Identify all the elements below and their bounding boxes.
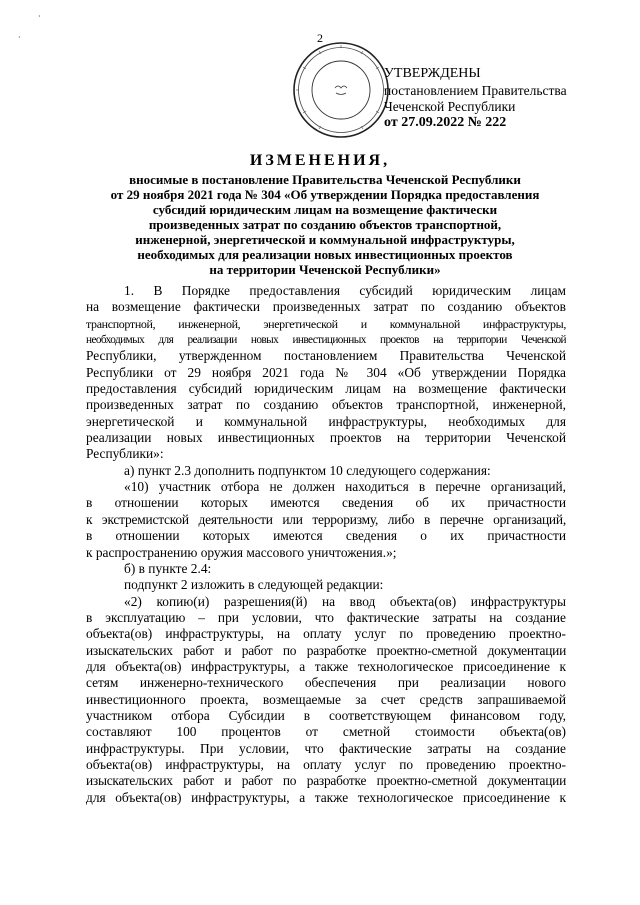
subtitle-line: субсидий юридическим лицам на возмещение фактически [152,202,498,217]
subtitle-line: необходимых для реализации новых инвестиционных проектов [137,247,513,262]
body-line: объекта(ов) инфраструктуры, на оплату услуг по проведению проектно- [86,756,566,772]
approval-line: постановлением Правительства [384,83,567,98]
body-line: Республики»: [86,446,164,462]
document-subtitle [85,172,565,277]
subtitle-line: произведенных затрат по созданию объектов транспортной, [148,217,502,232]
body-line: Республики от 29 ноября 2021 года № 304 «Об утверждении Порядка [86,364,566,380]
body-line: подпункт 2 изложить в следующей редакции: [124,577,384,593]
body-line: инфраструктуры. При условии, что фактические затраты на создание [86,740,566,756]
approval-title: УТВЕРЖДЕНЫ [384,66,481,81]
body-line: для объекта(ов) инфраструктуры, а также технологическое присоединение к [86,658,566,674]
body-line: в отношении которых имеются сведения об их причастности [86,495,566,511]
subtitle-line: на территории Чеченской Республики» [209,262,441,277]
body-line: инвестиционного проекта, возмещаемые за счет средств запрашиваемой [86,691,566,707]
body-line: в эксплуатацию – при условии, что фактические затраты на создание [86,609,566,625]
body-line: объекта(ов) инфраструктуры, на оплату услуг по проведению проектно- [86,626,566,642]
body-line: предоставления субсидий юридическим лицам на возмещение фактически [86,381,566,397]
body-line: к распространению оружия массового уничтожения.»; [86,544,397,560]
body-line: энергетической и коммунальной инфраструктуры, необходимых для [86,413,566,429]
body-line: необходимых для реализации новых инвестиционных проектов на территории Чеченской [86,334,566,347]
body-line: Республики, утвержденном постановлением Правительства Чеченской [86,348,566,364]
body-line: изыскательских работ и работ по разработке проектно-сметной документации [86,773,566,789]
body-line: транспортной, инженерной, энергетической и коммунальной инфраструктуры, [86,316,566,331]
approval-line: Чеченской Республики [384,99,516,114]
subtitle-line: вносимые в постановление Правительства Чеченской Республики [129,172,521,187]
body-line: составляют 100 процентов от сметной стоимости объекта(ов) [86,724,566,740]
official-seal-stamp [291,40,391,140]
approval-stamp-block [384,66,567,131]
body-line: к экстремистской деятельности или терроризму, либо в перечне организаций, [86,511,566,527]
page-number: 2 [317,31,323,45]
body-line: «10) участник отбора не должен находиться в перечне организаций, [124,479,566,495]
body-line: участником отбора Субсидии в соответствующем финансовом году, [86,707,566,723]
body-line: а) пункт 2.3 дополнить подпунктом 10 следующего содержания: [124,462,491,478]
document-body [86,283,566,806]
approval-date-number: от 27.09.2022 № 222 [384,115,507,130]
body-line: изыскательских работ и работ по разработке проектно-сметной документации [86,642,566,658]
body-line: 1. В Порядке предоставления субсидий юридическим лицам [124,283,566,298]
body-line: для объекта(ов) инфраструктуры, а также технологическое присоединение к [86,789,566,805]
document-heading: ИЗМЕНЕНИЯ, [249,152,391,169]
subtitle-line: от 29 ноября 2021 года № 304 «Об утверждении Порядка предоставления [110,187,540,202]
body-line: в отношении которых имеются сведения о их причастности [86,528,566,544]
margin-mark: · [18,33,21,42]
body-line: б) в пункте 2.4: [124,560,212,576]
subtitle-line: инженерной, энергетической и коммунальной инфраструктуры, [135,232,515,247]
body-line: реализации новых инвестиционных проектов на территории Чеченской [86,430,566,446]
body-line: сетям инженерно-технического обеспечения при реализации нового [86,675,566,691]
body-line: произведенных затрат по созданию объектов транспортной, инженерной, [86,397,566,413]
body-line: «2) копию(и) разрешения(й) на ввод объекта(ов) инфраструктуры [124,593,566,609]
body-line: на возмещение фактически произведенных затрат по созданию объектов [86,299,566,315]
margin-mark: · [38,12,41,21]
